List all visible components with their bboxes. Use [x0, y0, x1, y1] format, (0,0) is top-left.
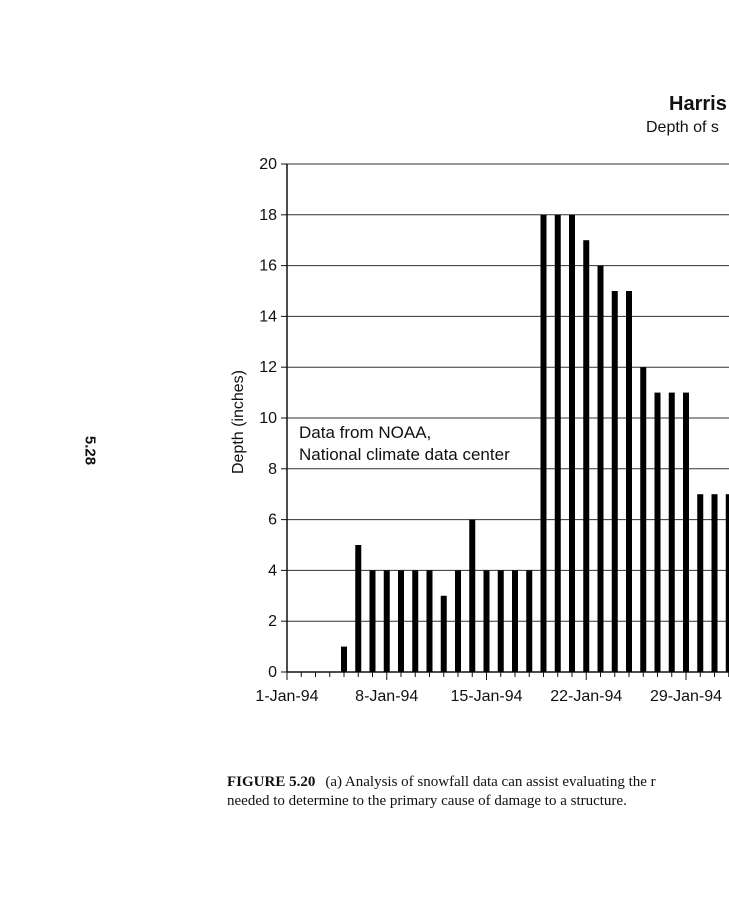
bar: [712, 494, 718, 672]
bar: [569, 215, 575, 672]
bar: [512, 570, 518, 672]
bar: [441, 596, 447, 672]
bar: [498, 570, 504, 672]
x-tick-label: 22-Jan-94: [550, 688, 623, 705]
bar: [341, 647, 347, 672]
bar: [469, 520, 475, 672]
bar: [640, 367, 646, 672]
y-tick-label: 14: [259, 308, 277, 326]
bar: [626, 291, 632, 672]
x-tick-label: 29-Jan-94: [649, 688, 723, 705]
bar: [427, 570, 433, 672]
annotation-text: Data from NOAA,: [299, 423, 432, 442]
bar: [412, 570, 418, 672]
bar: [541, 215, 547, 672]
y-tick-label: 4: [268, 562, 277, 580]
y-tick-label: 0: [268, 664, 277, 681]
x-tick-label: 8-Jan-94: [355, 688, 419, 705]
y-tick-label: 6: [268, 511, 277, 529]
figure-caption: [227, 773, 727, 813]
bar: [555, 215, 561, 672]
bar: [583, 240, 589, 672]
bar: [398, 570, 404, 672]
y-tick-label: 16: [259, 257, 277, 275]
y-tick-label: 8: [268, 460, 277, 478]
bar: [683, 393, 689, 672]
bar: [370, 570, 376, 672]
bar: [655, 393, 661, 672]
x-tick-label: 15-Jan-94: [450, 688, 523, 705]
chart-title: Harris: [669, 93, 727, 115]
chart-subtitle: Depth of s: [646, 119, 719, 136]
y-tick-label: 2: [268, 613, 277, 631]
bar: [697, 494, 703, 672]
x-tick-label: 1-Jan-94: [255, 688, 319, 705]
bar: [455, 570, 461, 672]
figure-label: FIGURE 5.20: [227, 774, 316, 790]
y-tick-label: 18: [259, 206, 277, 224]
annotation-text: National climate data center: [299, 445, 510, 464]
bar: [484, 570, 490, 672]
y-tick-label: 12: [259, 359, 277, 377]
page-number: 5.28: [81, 435, 99, 466]
y-tick-label: 20: [259, 156, 277, 173]
bar: [612, 291, 618, 672]
bar: [384, 570, 390, 672]
y-axis-label: Depth (inches): [230, 369, 247, 475]
bar: [598, 266, 604, 672]
caption-line-2: needed to determine to the primary cause of damage to a structure.: [227, 793, 627, 809]
bar: [355, 545, 361, 672]
y-tick-label: 10: [259, 410, 277, 427]
bar: [526, 570, 532, 672]
caption-line-1: (a) Analysis of snowfall data can assist evaluating the r: [325, 774, 656, 790]
bar: [669, 393, 675, 672]
